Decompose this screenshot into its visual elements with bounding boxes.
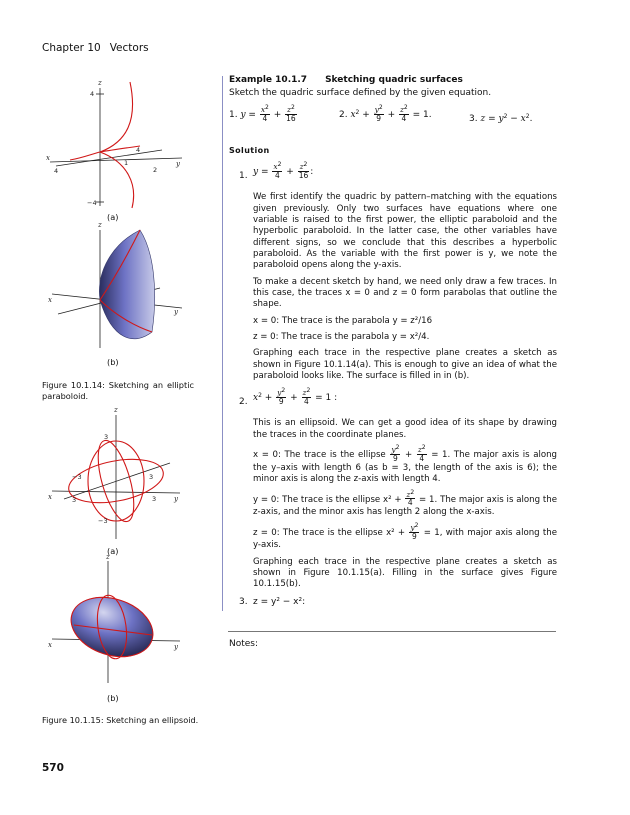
solution-2-equation: $x^2$ + $\frac{y^2}{9}$ + $\frac{z^2}{4}$ = 1 : <box>253 387 338 407</box>
axis-label-y: y <box>174 495 178 503</box>
example-heading <box>229 75 557 87</box>
axis-label-x: x <box>48 493 52 501</box>
notes-label: Notes: <box>229 639 259 649</box>
axis-label-z: z <box>106 553 110 561</box>
solution-3-equation: z = y² − x²: <box>253 596 306 607</box>
tick-z-bottom: −3 <box>98 517 108 525</box>
solution-1-paragraph-3: Graphing each trace in the respective plane creates a sketch as shown in Figure 10.1.14(a). This is enough to give an idea of what the paraboloid looks like. The surface is filled in in (b). <box>253 348 557 382</box>
tick-x: 3 <box>72 496 77 504</box>
chapter-header <box>42 42 149 56</box>
trace-parabola-xy-left <box>70 152 100 160</box>
ellipsoid-surface <box>63 587 160 666</box>
figure-10-1-15a <box>42 405 202 545</box>
main-column <box>229 75 557 609</box>
figure-10-1-14-caption: Figure 10.1.14: Sketching an elliptic paraboloid. <box>42 380 194 401</box>
axis-label-y: y <box>174 308 178 316</box>
solution-heading: Solution <box>229 145 270 155</box>
solution-1-trace-x: x = 0: The trace is the parabola y = z²/16 <box>253 315 433 326</box>
chapter-title: Vectors <box>109 42 149 54</box>
example-rule <box>222 76 223 611</box>
solution-item-3: 3. z = y² − x²: <box>229 597 557 609</box>
trace-parabola-yz-upper <box>100 82 133 152</box>
tick-z-top: 3 <box>104 433 109 441</box>
notes-divider <box>228 631 556 632</box>
figure-10-1-15b-label: (b) <box>107 693 119 703</box>
tick-z-bottom: −4 <box>87 199 97 207</box>
figure-10-1-14a-label: (a) <box>107 212 119 222</box>
solution-1-paragraph-1: We first identify the quadric by pattern–matching with the equations given previously. Only two surfaces have equations where one variable is raised to the first power, the elliptic paraboloid and the hyperbolic paraboloid. In the latter case, the other variables have different signs, so we conclude that this describes a hyperbolic paraboloid. As the variable with the first power is y, we note the paraboloid opens along the y-axis. <box>253 192 557 271</box>
tick-z-top: 4 <box>90 90 95 98</box>
figure-10-1-15a-label: (a) <box>107 546 119 556</box>
tick-y-neg: 3 <box>149 473 154 481</box>
solution-item-1: 1. y = $\frac{x^2}{4}$ + $\frac{z^2}{16}$ : We first identify the quadric by pattern–matching with the equations given previously. Only two surfaces have equations where one variable is raised to the first power, the elliptic paraboloid and the hyperbolic paraboloid. In the latter case, the other variables have different signs, so we conclude that this describes a hyperbolic paraboloid. As the variable with the first power is y, we note the paraboloid opens along the y-axis. To make a decent sketch by hand, we need only draw a few traces. In this case, the traces x = 0 and z = 0 form parabolas that outline the shape. x = 0: The trace is the parabola y = z²/16 z = 0: The trace is the parabola y = x²/4. Graphing each trace in the respective plane creates a sketch as shown in Figure 10.1.14(a). This is enough to give an idea of what the paraboloid looks like. The surface is filled in in (b). <box>239 161 557 382</box>
axis-label-z: z <box>114 406 118 414</box>
tick-y-2: 2 <box>153 166 158 174</box>
solution-2-trace-y: y = 0: The trace is the ellipse x² + $\frac{z^2}{4}$ = 1. The major axis is along the z-axis, and the minor axis has length 2 along the x-axis. <box>253 488 557 518</box>
solution-2-trace-z: z = 0: The trace is the ellipse x² + $\frac{y^2}{9}$ = 1, with major axis along the y-axis. <box>253 521 557 551</box>
problem-equations <box>229 103 557 138</box>
solution-2-trace-x: x = 0: The trace is the ellipse $\frac{y^2}{9}$ + $\frac{z^2}{4}$ = 1. The major axis is along the y–axis with length 6 (as b = 3, the length of the axis is 6); the minor axis is along the z-axis with length 4. <box>253 444 558 485</box>
solution-1-paragraph-2: To make a decent sketch by hand, we need only draw a few traces. In this case, the traces x = 0 and z = 0 form parabolas that outline the shape. <box>253 276 557 310</box>
tick-x-neg: −3 <box>72 473 82 481</box>
axis-label-x: x <box>48 641 52 649</box>
tick-z-small: 4 <box>136 146 141 154</box>
chapter-label: Chapter 10 <box>42 42 101 54</box>
axis-label-x: x <box>46 154 50 162</box>
x-axis <box>64 463 170 499</box>
axis-label-y: y <box>176 160 180 168</box>
example-title: Sketching quadric surfaces <box>325 75 463 85</box>
solution-2-paragraph-2: Graphing each trace in the respective plane creates a sketch as shown in Figure 10.1.15(a). Filling in the surface gives Figure 10.1.15(b). <box>253 556 557 590</box>
x-axis <box>56 150 162 166</box>
page-number: 570 <box>42 762 64 774</box>
figure-10-1-14a <box>42 80 202 210</box>
problem-3: 3. $z = y^2 - x^2$. <box>469 112 533 124</box>
problem-2: 2. $x^2$ + $\frac{y^2}{9}$ + $\frac{z^2}{4}$ = 1. <box>339 103 432 123</box>
figure-10-1-15b <box>42 553 202 688</box>
solution-1-equation: y = $\frac{x^2}{4}$ + $\frac{z^2}{16}$ : <box>253 161 314 181</box>
axis-label-z: z <box>98 221 102 229</box>
figure-10-1-15-caption: Figure 10.1.15: Sketching an ellipsoid. <box>42 715 199 725</box>
tick-y-1: 1 <box>124 159 129 167</box>
axis-label-y: y <box>174 643 178 651</box>
solution-1-trace-z: z = 0: The trace is the parabola y = x²/4. <box>253 332 430 343</box>
tick-x: 4 <box>54 167 59 175</box>
figure-10-1-14b-label: (b) <box>107 357 119 367</box>
solution-item-2: 2. $x^2$ + $\frac{y^2}{9}$ + $\frac{z^2}{4}$ = 1 : This is an ellipsoid. We can get a good idea of its shape by drawing the traces in the coordinate planes. x = 0: The trace is the ellipse $\frac{y^2}{9}$ + $\frac{z^2}{4}$ = 1. The major axis is along the y–axis with length 6 (as b = 3, the length of the axis is 6); the minor axis is along the z-axis with length 4. y = 0: The trace is the ellipse x² + $\frac{z^2}{4}$ = 1. The major axis is along the z-axis, and the minor axis has length 2 along the x-axis. z = 0: The trace is the ellipse x² + $\frac{y^2}{9}$ = 1, with major axis along the y-axis. Graphing each trace in the respective plane creates a sketch as shown in Figure 10.1.15(a). Filling in the surface gives Figure 10.1.15(b). <box>239 387 558 590</box>
axis-label-x: x <box>48 296 52 304</box>
example-description: Sketch the quadric surface defined by the given equation. <box>229 87 492 98</box>
paraboloid-surface <box>99 230 154 339</box>
example-number: Example 10.1.7 <box>229 75 308 85</box>
figure-10-1-14b <box>42 222 202 352</box>
solution-2-paragraph-1: This is an ellipsoid. We can get a good idea of its shape by drawing the traces in the coordinate planes. <box>253 418 557 440</box>
problem-1: 1. y = $\frac{x^2}{4}$ + $\frac{z^2}{16}$ <box>229 103 296 123</box>
tick-y: 3 <box>152 495 157 503</box>
axis-label-z: z <box>98 79 102 87</box>
